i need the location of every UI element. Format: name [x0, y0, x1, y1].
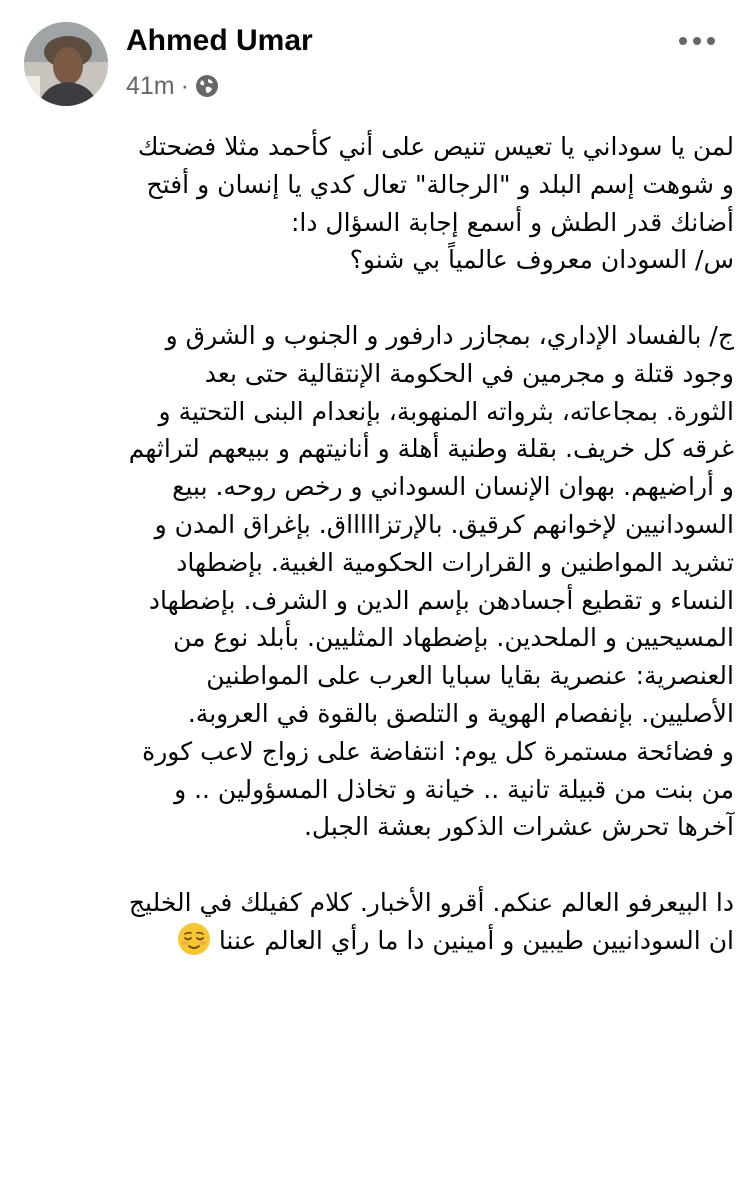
paragraph-gap — [20, 846, 734, 884]
relieved-face-emoji — [177, 922, 211, 956]
post-text-line-content: ان السودانيين طيبين و أمينين دا ما رأي العالم عننا — [218, 925, 734, 955]
post-text — [20, 128, 734, 960]
post-meta — [126, 70, 219, 102]
avatar-image — [24, 22, 108, 106]
more-options-button[interactable] — [672, 26, 722, 56]
post-text-line: غرقه كل خريف. بقلة وطنية أهلة و أنانيتهم و ببيعهم لتراثهم — [128, 434, 734, 464]
globe-icon[interactable] — [195, 74, 219, 98]
paragraph-gap — [20, 279, 734, 317]
more-options-icon — [677, 36, 717, 46]
post-text-line: س/ السودان معروف عالمياً بي شنو؟ — [349, 245, 734, 275]
post-text-line: و أراضيهم. بهوان الإنسان السوداني و رخص روحه. ببيع — [172, 472, 734, 502]
post-text-line: أضانك قدر الطش و أسمع إجابة السؤال دا: — [290, 207, 734, 237]
post-text-line: دا البيعرفو العالم عنكم. أقرو الأخبار. كلام كفيلك في الخليج — [128, 887, 734, 917]
post-text-line: السودانيين لإخوانهم كرقيق. بالإرتزاااااق. بإغراق المدن و — [154, 509, 734, 539]
post-text-line: لمن يا سوداني يا تعيس تنيص على أني كأحمد مثلا فضحتك — [137, 132, 734, 161]
post-text-line-last — [20, 922, 734, 960]
author-name[interactable]: Ahmed Umar — [126, 24, 313, 57]
post-text-line: الأصليين. بإنفصام الهوية و التلصق بالقوة في العروبة. — [187, 698, 734, 728]
avatar[interactable] — [24, 22, 108, 106]
post-text-line: العنصرية: عنصرية بقايا سبايا العرب على المواطنين — [206, 661, 734, 691]
post-text-line: من بنت من قبيلة تانية .. خيانة و تخاذل المسؤولين .. و — [174, 774, 734, 804]
post-text-line: الثورة. بمجاعاته، بثرواته المنهوبة، بإنعدام البنى التحتية و — [158, 396, 734, 426]
post-text-line: النساء و تقطيع أجسادهن بإسم الدين و الشرف. بإضطهاد — [148, 585, 734, 615]
post-text-line: و فضائحة مستمرة كل يوم: انتفاضة على زواج لاعب كورة — [142, 736, 734, 766]
post-text-line: ج/ بالفساد الإداري، بمجازر دارفور و الجنوب و الشرق و — [165, 320, 734, 350]
post-header — [0, 0, 751, 120]
post-text-line: المسيحيين و الملحدين. بإضطهاد المثليين. بأبلد نوع من — [173, 623, 734, 653]
post-text-line: وجود قتلة و مجرمين في الحكومة الإنتقالية حتى بعد — [204, 358, 734, 388]
post-text-line: تشريد المواطنين و القرارات الحكومية الغبية. بإضطهاد — [176, 547, 734, 577]
meta-separator: · — [180, 71, 189, 100]
post-timestamp[interactable]: 41m — [126, 71, 175, 100]
post-text-line: و شوهت إسم البلد و "الرجالة" تعال كدي يا إنسان و أفتح — [146, 169, 734, 199]
post-text-line: آخرها تحرش عشرات الذكور بعشة الجبل. — [303, 812, 734, 842]
